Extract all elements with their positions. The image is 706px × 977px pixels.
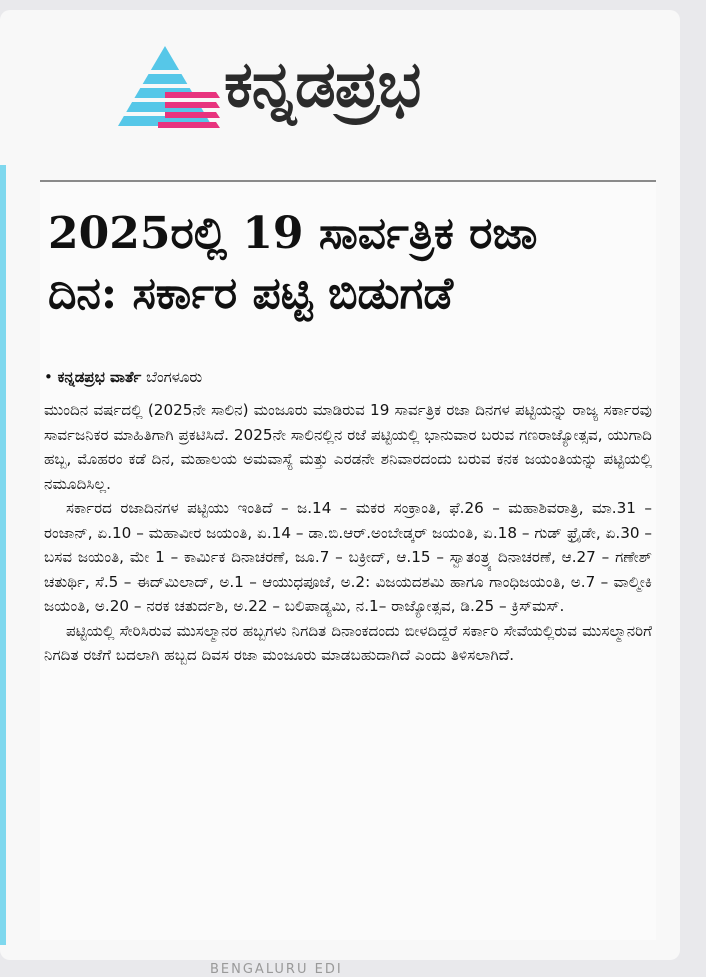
bullet: • (44, 368, 53, 386)
paragraph-2: ಸರ್ಕಾರದ ರಜಾದಿನಗಳ ಪಟ್ಟಿಯು ಇಂತಿದೆ – ಜ.14 – ಮಕರ ಸಂಕ್ರಾಂತಿ, ಫೆ.26 – ಮಹಾಶಿವರಾತ್ರಿ, ಮಾ.31 – ರಂಜಾನ್, ಏ.10 – ಮಹಾವೀರ ಜಯಂತಿ, ಏ.14 – ಡಾ.ಬಿ.ಆರ್.ಅಂಬೇಡ್ಕರ್ ಜಯಂತಿ, ಏ.18 – ಗುಡ್ ಫ್ರೈಡೇ, ಏ.30 – ಬಸವ ಜಯಂತಿ, ಮೇ 1 – ಕಾರ್ಮಿಕ ದಿನಾಚರಣೆ, ಜೂ.7 – ಬಕ್ರೀದ್, ಆ.15 – ಸ್ವಾತಂತ್ರ್ಯ ದಿನಾಚರಣೆ, ಆ.27 – ಗಣೇಶ್ ಚತುರ್ಥಿ, ಸೆ.5 – ಈದ್‌ಮಿಲಾದ್, ಅ.1 – ಆಯುಧಪೂಜೆ, ಅ.2: ವಿಜಯದಶಮಿ ಹಾಗೂ ಗಾಂಧಿಜಯಂತಿ, ಅ.7 – ವಾಲ್ಮೀಕಿ ಜಯಂತಿ, ಅ.20 – ನರಕ ಚತುರ್ದಶಿ, ಅ.22 – ಬಲಿಪಾಡ್ಯಮಿ, ನ.1– ರಾಜ್ಯೋತ್ಸವ, ಡಿ.25 – ಕ್ರಿಸ್‌ಮಸ್. (44, 499, 652, 615)
paragraph-1: ಮುಂದಿನ ವರ್ಷದಲ್ಲಿ (2025ನೇ ಸಾಲಿನ) ಮಂಜೂರು ಮಾಡಿರುವ 19 ಸಾರ್ವತ್ರಿಕ ರಜಾ ದಿನಗಳ ಪಟ್ಟಿಯನ್ನು ರಾಜ್ಯ ಸರ್ಕಾರವು ಸಾರ್ವಜನಿಕರ ಮಾಹಿತಿಗಾಗಿ ಪ್ರಕಟಿಸಿದೆ. 2025ನೇ ಸಾಲಿನಲ್ಲಿನ ರಜೆ ಪಟ್ಟಿಯಲ್ಲಿ ಭಾನುವಾರ ಬರುವ ಗಣರಾಜ್ಯೋತ್ಸವ, ಯುಗಾದಿ ಹಬ್ಬ, ಮೊಹರಂ ಕಡೆ ದಿನ, ಮಹಾಲಯ ಅಮವಾಸ್ಯೆ ಮತ್ತು ಎರಡನೇ ಶನಿವಾರದಂದು ಬರುವ ಕನಕ ಜಯಂತಿಯನ್ನು ಪಟ್ಟಿಯಲ್ಲಿ ನಮೂದಿಸಿಲ್ಲ. (44, 401, 652, 493)
headline-line-1: 2025ರಲ್ಲಿ 19 ಸಾರ್ವತ್ರಿಕ ರಜಾ (48, 208, 538, 259)
masthead (110, 30, 570, 140)
headline (48, 204, 652, 324)
edition-footer: BENGALURU EDI (210, 962, 343, 977)
brand-name: ಕನ್ನಡಪ್ರಭ (224, 48, 421, 122)
article-body (44, 398, 652, 668)
place-label: ಬೆಂಗಳೂರು (146, 368, 203, 386)
headline-line-2: ದಿನ: ಸರ್ಕಾರ ಪಟ್ಟಿ ಬಿಡುಗಡೆ (48, 268, 454, 319)
source-label: ಕನ್ನಡಪ್ರಭ ವಾರ್ತೆ (57, 368, 142, 386)
cyan-edge-strip (0, 165, 6, 945)
paragraph-3: ಪಟ್ಟಿಯಲ್ಲಿ ಸೇರಿಸಿರುವ ಮುಸಲ್ಮಾನರ ಹಬ್ಬಗಳು ನಿಗದಿತ ದಿನಾಂಕದಂದು ಬೀಳದಿದ್ದರೆ ಸರ್ಕಾರಿ ಸೇವೆಯಲ್ಲಿರುವ ಮುಸಲ್ಮಾನರಿಗೆ ನಿಗದಿತ ರಜೆಗೆ ಬದಲಾಗಿ ಹಬ್ಬದ ದಿವಸ ರಜಾ ಮಂಜೂರು ಮಾಡಬಹುದಾಗಿದೆ ಎಂದು ತಿಳಿಸಲಾಗಿದೆ. (44, 621, 652, 664)
dateline (44, 368, 202, 386)
kannadaprabha-logo-icon (110, 40, 220, 130)
newspaper-clipping (40, 180, 656, 940)
top-rule (40, 180, 656, 182)
